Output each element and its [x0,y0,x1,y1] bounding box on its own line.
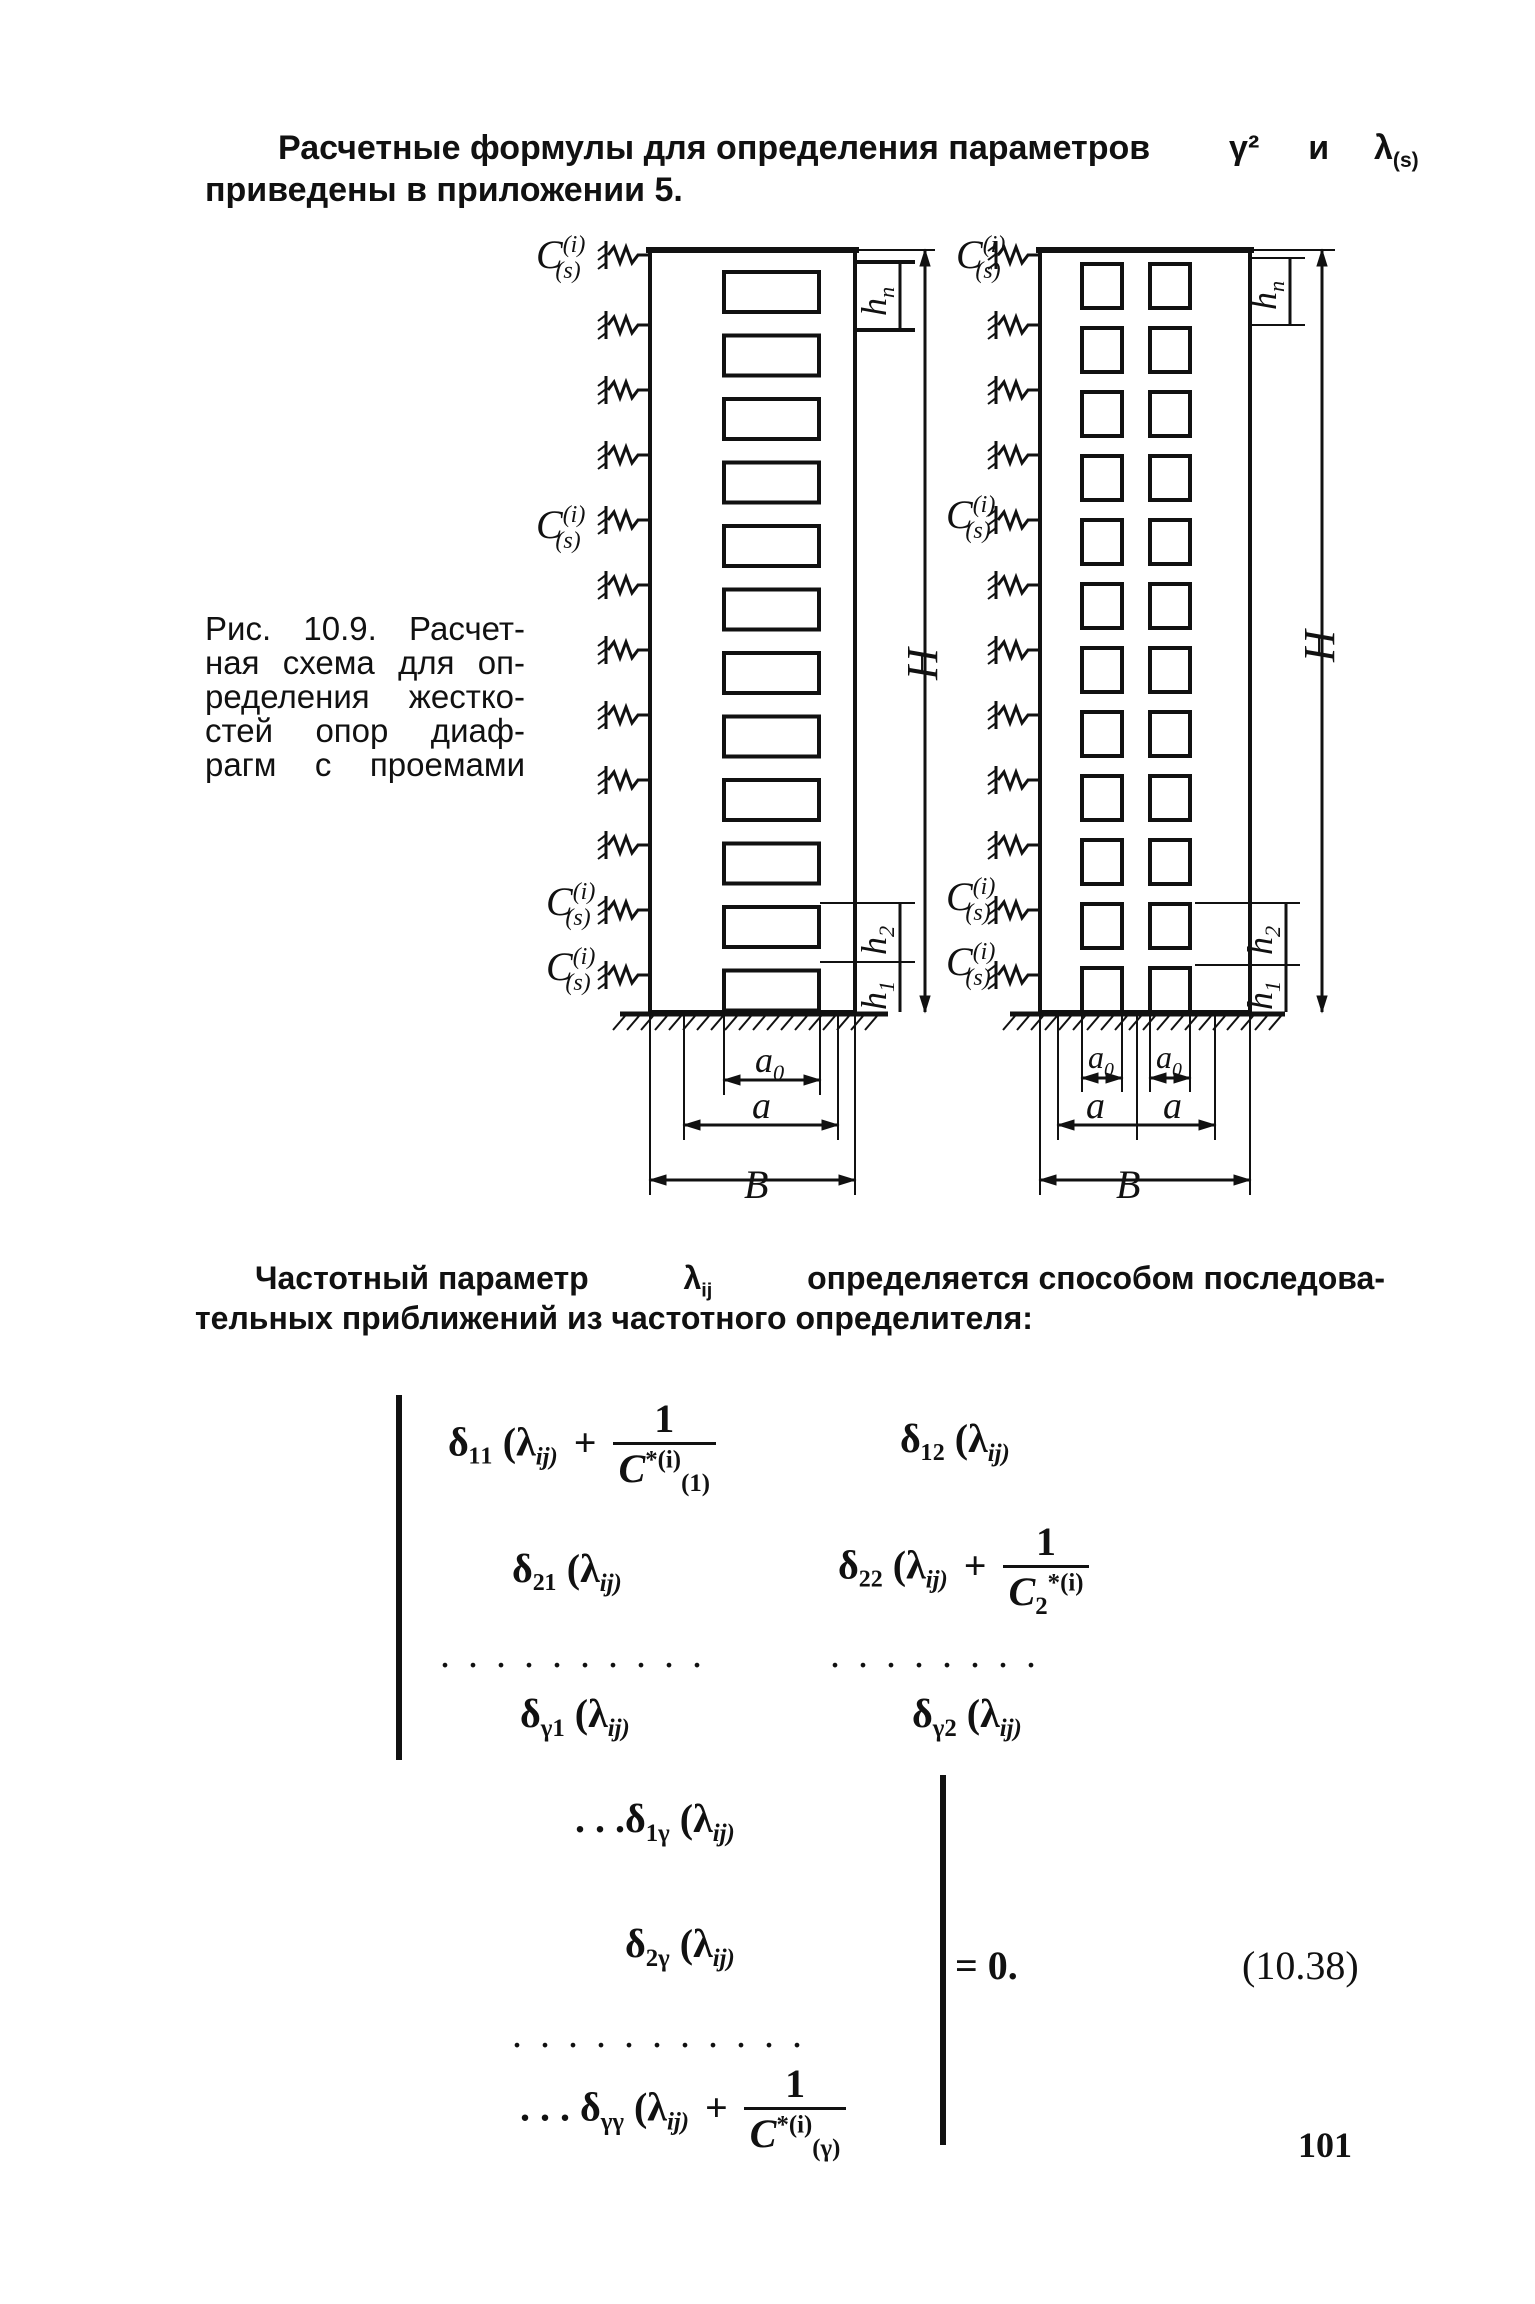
spring-label-top-left: $C^{(i)}$ (s) [536,232,586,284]
lambda-symbol: λ [1374,129,1393,167]
caption-line: стей опор диаф- [205,712,525,749]
label-h2-left: $h_2$ [854,925,899,955]
spring-support-left [608,317,650,333]
window-opening [1150,520,1190,564]
ground-hatch [753,1016,765,1030]
ground-hatch [725,1016,737,1030]
ground-hatch [823,1016,835,1030]
ground-hatch [1171,1016,1183,1030]
det-entry-22: δ₂₂ ($\lambda_{ij)}$ + $\frac{1}{C_2^{*(i)}}$ [838,1518,1089,1621]
arrowhead [920,250,930,266]
det-entry-1g: . . $.\delta_{1\gamma}$ ($\lambda_{ij)}$ [575,1796,735,1847]
fraction-c1: $\frac{1}{C^{*(i)}_{(1)}}$ [613,1395,716,1498]
window-opening [724,971,819,1011]
spring-support-left [608,707,650,723]
ground-hatch [1101,1016,1113,1030]
spring-support-right [998,512,1040,528]
label-a0-left: $a_0$ [755,1040,785,1085]
arrowhead [1040,1175,1056,1185]
label-a0-right-2: $a_0$ [1156,1039,1182,1081]
label-hn-right: $h_n$ [1244,280,1289,310]
arrowhead [822,1120,838,1130]
label-B-left: B [744,1162,769,1207]
determinant-right-bar [940,1775,946,2145]
spring-support-left [608,772,650,788]
window-opening [1150,776,1190,820]
spring-support-right [998,707,1040,723]
window-opening [1082,584,1122,628]
det-entry-2g: $\delta_{2\gamma}$ ($\lambda_{ij)}$ [625,1921,735,1972]
window-opening [1150,840,1190,884]
label-h1-right: $h_1$ [1240,980,1285,1010]
det-entry-21: δ₂₁ ($\lambda_{ij)}$ [512,1546,622,1597]
ground-hatch [865,1016,877,1030]
ground-hatch [1227,1016,1239,1030]
paragraph-line-1-end: определяется способом последова- [807,1260,1385,1296]
window-opening [1150,648,1190,692]
window-opening [724,844,819,884]
lambda-subscript: (s) [1392,148,1419,172]
intro-line-2: приведены в приложении 5. [205,171,683,209]
det-entry-11: δ₁₁ ($\lambda_{ij)}$ + $\frac{1}{C^{*(i)}_{(1)}}$ [448,1395,716,1498]
window-opening [1082,328,1122,372]
window-opening [1150,904,1190,948]
label-B-right: B [1116,1162,1141,1207]
window-opening [1150,456,1190,500]
ground-hatch [711,1016,723,1030]
caption-line: рагм с проемами [205,746,525,783]
window-opening [1082,904,1122,948]
window-opening [724,653,819,693]
ground-hatch [627,1016,639,1030]
window-opening [1082,968,1122,1012]
caption-line: Рис. 10.9. Расчет- [205,610,525,647]
det-entry-g2: $\delta_{\gamma 2}$ ($\lambda_{ij)}$ [912,1691,1022,1742]
spring-label-top-right: $C^{(i)}$ (s) [956,232,1006,284]
ground-hatch [767,1016,779,1030]
page-number: 101 [1298,2125,1352,2165]
label-H-right: H [1295,630,1344,662]
window-opening [724,590,819,630]
arrowhead [1199,1120,1215,1130]
label-a0-right-1: $a_0$ [1088,1039,1114,1081]
ground-hatch [1087,1016,1099,1030]
spring-support-left [608,577,650,593]
ground-hatch [1241,1016,1253,1030]
det-dot-row-left: .......... [440,1631,720,1676]
spring-support-left [608,642,650,658]
spring-support-right [998,772,1040,788]
arrowhead [804,1075,820,1085]
window-opening [1150,392,1190,436]
spring-support-left [608,382,650,398]
paragraph-line-2: тельных приближений из частотного определителя: [195,1300,1033,1336]
ground-hatch [655,1016,667,1030]
arrowhead [839,1175,855,1185]
caption-line: ная схема для оп- [205,644,525,681]
and-word: и [1308,129,1330,167]
gamma-symbol: γ² [1229,129,1260,167]
det-entry-gg: . . . $\delta_{\gamma\gamma}$ ($\lambda_{ij)}$ + $\frac{1}{C^{*(i)}_{(\gamma)}}$ [520,2060,846,2163]
arrowhead [920,996,930,1012]
arrowhead [724,1075,740,1085]
arrowhead [1058,1120,1074,1130]
ground-hatch [613,1016,625,1030]
building-right-outline [1040,250,1250,1012]
det-entry-12: δ₁₂ ($\lambda_{ij)}$ [900,1416,1010,1467]
window-opening [1150,968,1190,1012]
ground-hatch [795,1016,807,1030]
ground-hatch [1073,1016,1085,1030]
window-opening [1082,264,1122,308]
label-a-right-1: a [1086,1085,1105,1127]
equation-number: (10.38) [1242,1943,1359,1988]
lambda-ij-inline: $\lambda_{ij}$ [683,1260,713,1302]
label-a-right-2: a [1163,1085,1182,1127]
paragraph-line-1-start: Частотный параметр [255,1260,589,1296]
window-opening [1150,264,1190,308]
window-opening [1082,712,1122,756]
window-opening [724,907,819,947]
arrowhead [1317,996,1327,1012]
spring-support-left [608,247,650,263]
intro-line-1-text: Расчетные формулы для определения параметров [278,129,1151,167]
spring-support-right [998,317,1040,333]
window-opening [1082,776,1122,820]
spring-label-mid-right: $C^{(i)}$ (s) [946,492,996,544]
ground-hatch [1059,1016,1071,1030]
spring-label-h1-right: $C^{(i)}$ (s) [946,939,996,991]
spring-support-left [608,902,650,918]
arrowhead [1234,1175,1250,1185]
spring-support-right [998,837,1040,853]
window-opening [724,336,819,376]
label-h2-right: $h_2$ [1240,925,1285,955]
label-a-left: a [752,1085,771,1127]
ground-hatch [1045,1016,1057,1030]
window-opening [1082,392,1122,436]
spring-label-mid-left: $C^{(i)}$ (s) [536,502,586,554]
label-H-left: H [898,648,947,680]
window-opening [724,399,819,439]
ground-hatch [697,1016,709,1030]
ground-hatch [1269,1016,1281,1030]
ground-hatch [739,1016,751,1030]
arrowhead [684,1120,700,1130]
window-opening [724,272,819,312]
arrowhead [1317,250,1327,266]
spring-label-h2-left: $C^{(i)}$ (s) [546,879,596,931]
window-opening [724,526,819,566]
ground-hatch [1017,1016,1029,1030]
ground-hatch [1031,1016,1043,1030]
spring-support-right [998,967,1040,983]
ground-hatch [1255,1016,1267,1030]
window-opening [1150,328,1190,372]
det-dot-row-2: ........... [512,2011,820,2056]
window-opening [1082,840,1122,884]
determinant-left-bar [396,1395,402,1760]
fraction-c2: $\frac{1}{C_2^{*(i)}}$ [1003,1518,1090,1621]
window-opening [1150,584,1190,628]
window-opening [724,780,819,820]
spring-support-left [608,837,650,853]
spring-support-right [998,382,1040,398]
spring-support-right [998,642,1040,658]
ground-hatch [1003,1016,1015,1030]
spring-support-left [608,447,650,463]
equals-zero: = 0. [955,1943,1018,1988]
spring-support-right [998,577,1040,593]
label-h1-left: $h_1$ [854,980,899,1010]
window-opening [724,463,819,503]
ground-hatch [851,1016,863,1030]
spring-label-h1-left: $C^{(i)}$ (s) [546,944,596,996]
ground-hatch [781,1016,793,1030]
spring-support-left [608,512,650,528]
det-dot-row-right: ........ [830,1631,1054,1676]
window-opening [724,717,819,757]
spring-support-right [998,902,1040,918]
ground-hatch [1199,1016,1211,1030]
caption-line: ределения жестко- [205,678,525,715]
spring-support-left [608,967,650,983]
label-hn-left: $h_n$ [854,286,899,316]
spring-support-right [998,447,1040,463]
ground-hatch [1157,1016,1169,1030]
arrowhead [650,1175,666,1185]
ground-hatch [669,1016,681,1030]
spring-label-h2-right: $C^{(i)}$ (s) [946,874,996,926]
ground-hatch [1129,1016,1141,1030]
fraction-cg: $\frac{1}{C^{*(i)}_{(\gamma)}}$ [744,2060,847,2163]
window-opening [1150,712,1190,756]
ground-hatch [641,1016,653,1030]
window-opening [1082,456,1122,500]
det-entry-g1: $\delta_{\gamma 1}$ ($\lambda_{ij)}$ [520,1691,630,1742]
window-opening [1082,648,1122,692]
window-opening [1082,520,1122,564]
